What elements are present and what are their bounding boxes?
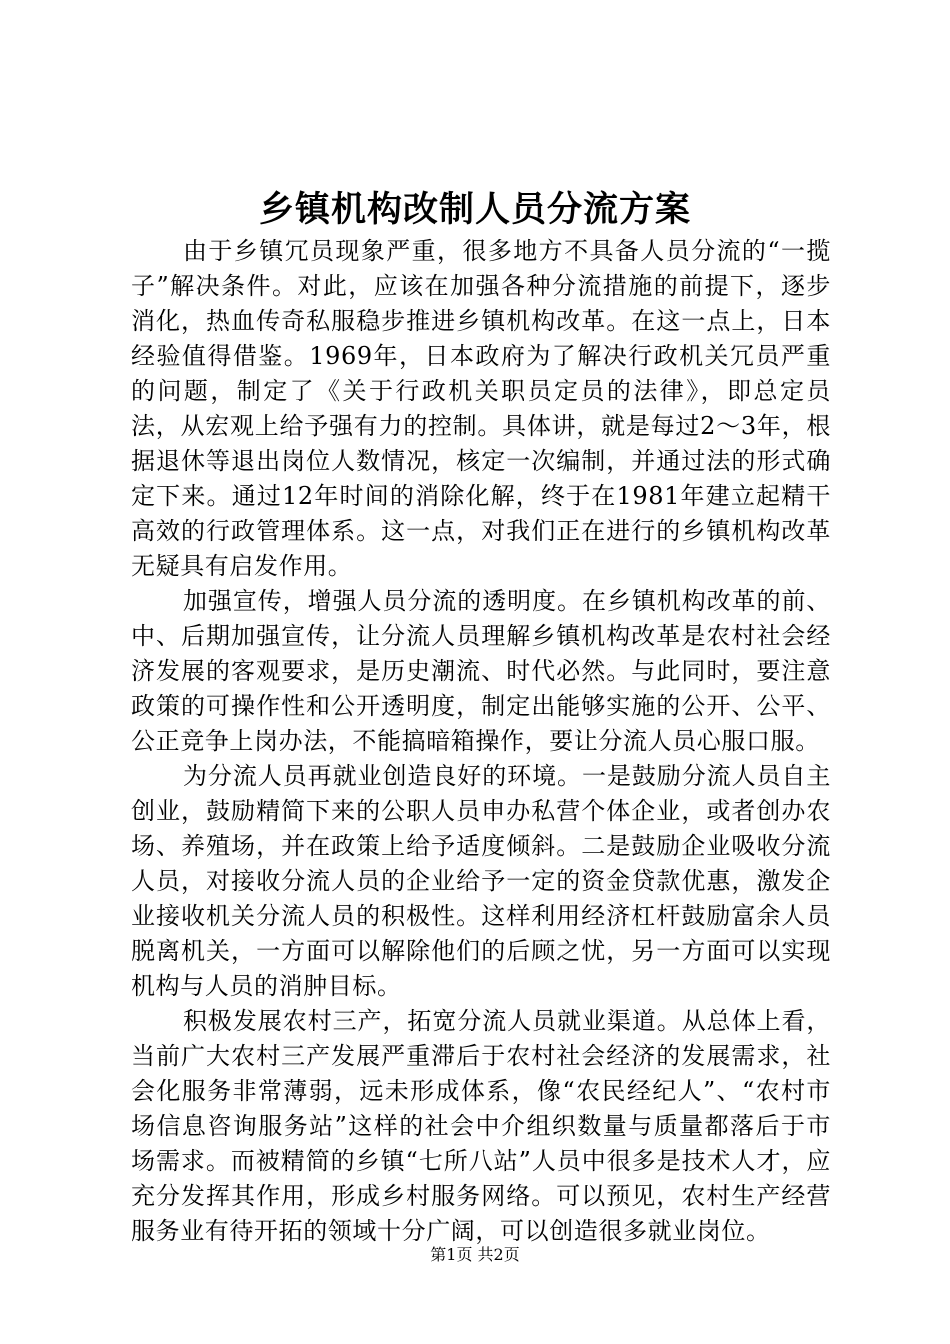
paragraph-3: 为分流人员再就业创造良好的环境。一是鼓励分流人员自主创业，鼓励精简下来的公职人员申办私营个体企业，或者创办农场、养殖场，并在政策上给予适度倾斜。二是鼓励企业吸收分流人员，对接收分流人员的企业给予一定的资金贷款优惠，激发企业接收机关分流人员的积极性。这样利用经济杠杆鼓励富余人员脱离机关，一方面可以解除他们的后顾之忧，另一方面可以实现机构与人员的消肿目标。 [131,762,831,1000]
paragraph-1: 由于乡镇冗员现象严重，很多地方不具备人员分流的“一揽子”解决条件。对此，应该在加强各种分流措施的前提下，逐步消化，热血传奇私服稳步推进乡镇机构改革。在这一点上，日本经验值得借鉴。1969年，日本政府为了解决行政机关冗员严重的问题，制定了《关于行政机关职员定员的法律》，即总定员法，从宏观上给予强有力的控制。具体讲，就是每过2～3年，根据退休等退出岗位人数情况，核定一次编制，并通过法的形式确定下来。通过12年时间的消除化解，终于在1981年建立起精干高效的行政管理体系。这一点，对我们正在进行的乡镇机构改革无疑具有启发作用。 [131,237,831,580]
document-body [131,234,831,1249]
document-title: 乡镇机构改制人员分流方案 [258,189,691,230]
paragraph-4: 积极发展农村三产，拓宽分流人员就业渠道。从总体上看，当前广大农村三产发展严重滞后于农村社会经济的发展需求，社会化服务非常薄弱，远未形成体系，像“农民经纪人”、“农村市场信息咨询服务站”这样的社会中介组织数量与质量都落后于市场需求。而被精简的乡镇“七所八站”人员中很多是技术人才，应充分发挥其作用，形成乡村服务网络。可以预见，农村生产经营服务业有待开拓的领域十分广阔，可以创造很多就业岗位。 [131,1007,831,1245]
page-footer: 第1页 共2页 [430,1245,520,1264]
paragraph-2: 加强宣传，增强人员分流的透明度。在乡镇机构改革的前、中、后期加强宣传，让分流人员理解乡镇机构改革是农村社会经济发展的客观要求，是历史潮流、时代必然。与此同时，要注意政策的可操作性和公开透明度，制定出能够实施的公开、公平、公正竞争上岗办法，不能搞暗箱操作，要让分流人员心服口服。 [131,587,831,755]
